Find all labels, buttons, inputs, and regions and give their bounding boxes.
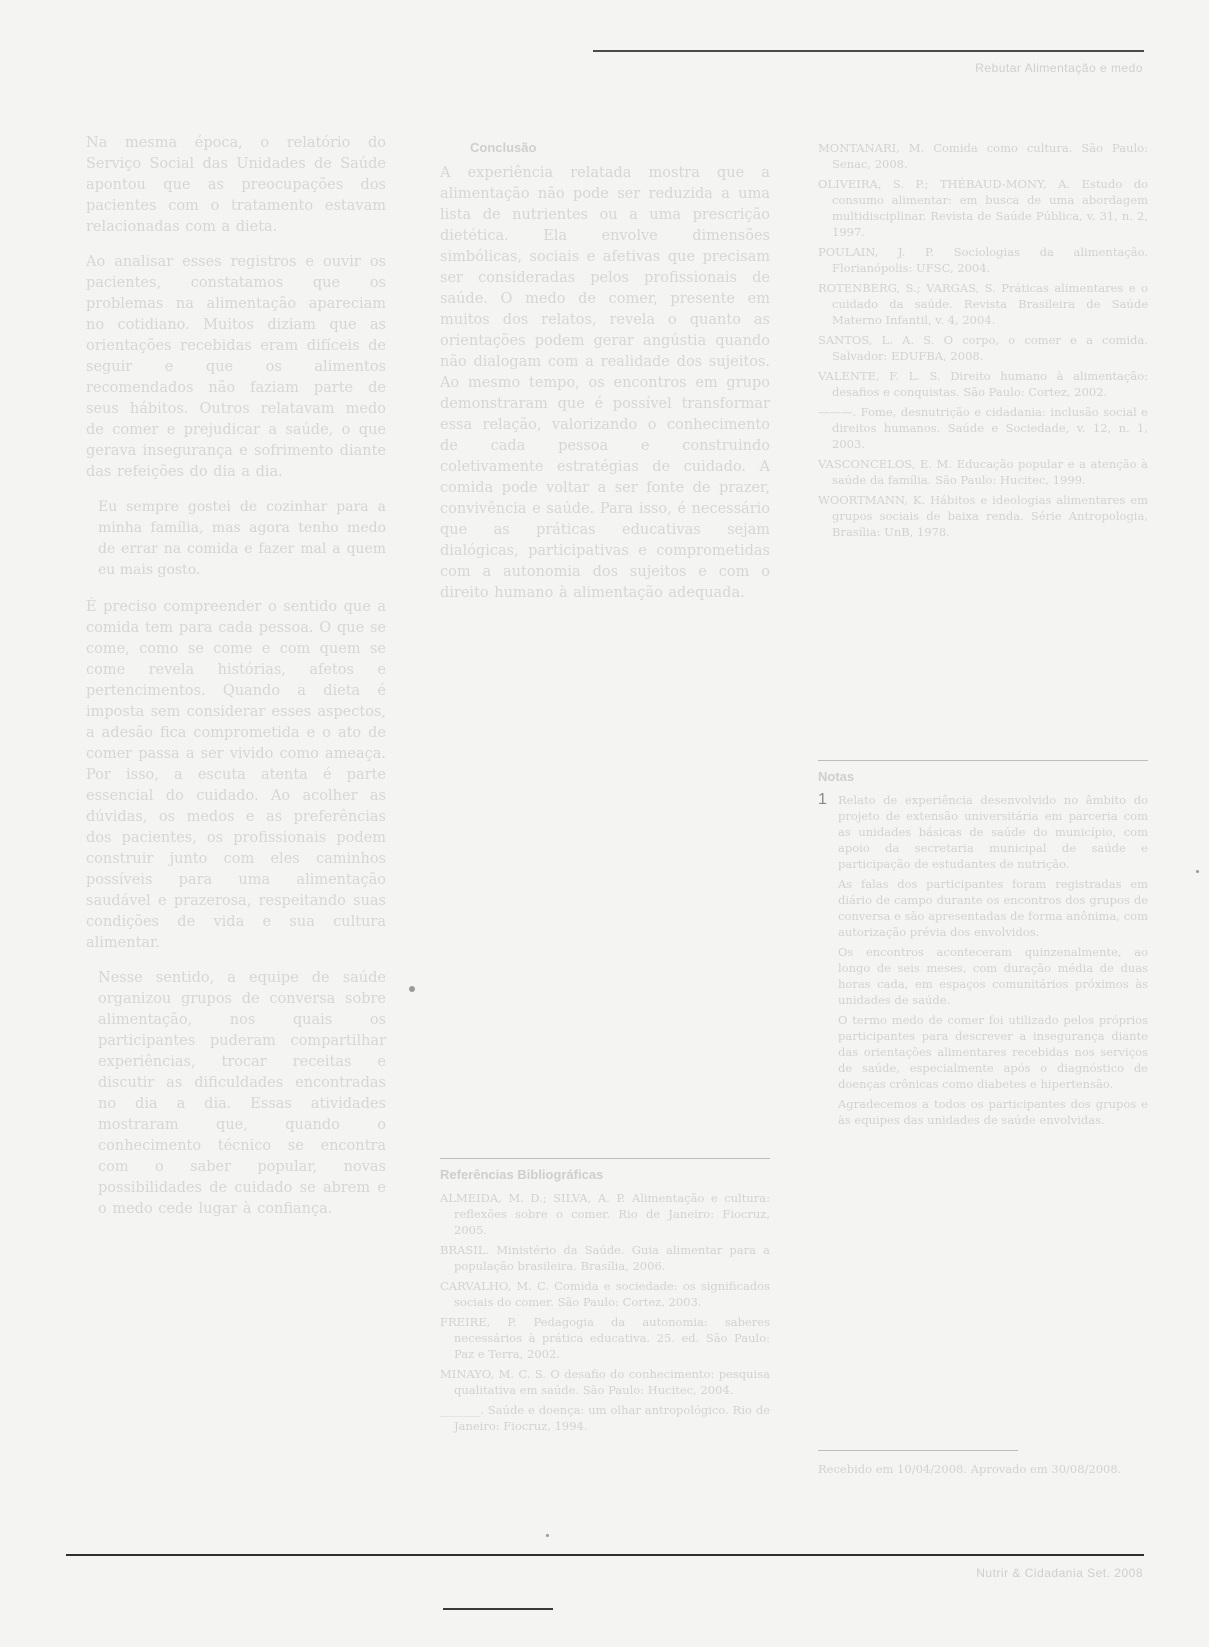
scan-speck	[1196, 870, 1199, 873]
note-item: O termo medo de comer foi utilizado pelos próprios participantes para descrever a insegurança diante das orientações alimentares recebidas nos serviços de saúde, especialmente após o diagnóstico de doenças crônicas como diabetes e hipertensão.	[838, 1013, 1148, 1091]
paragraph: A experiência relatada mostra que a alimentação não pode ser reduzida a uma lista de nutrientes ou a uma prescrição dietética. Ela envolve dimensões simbólicas, sociais e afetivas que precisam ser consideradas pelos profissionais de saúde. O medo de comer, presente em muitos dos relatos, revela o quanto as orientações podem gerar angústia quando não dialogam com a realidade dos sujeitos. Ao mesmo tempo, os encontros em grupo demonstraram que é possível transformar essa relação, valorizando o conhecimento de cada pessoa e construindo coletivamente estratégias de cuidado. A comida pode voltar a ser fonte de prazer, convivência e saúde. Para isso, é necessário que as práticas educativas sejam dialógicas, participativas e comprometidas com a autonomia dos sujeitos e com o direito humano à alimentação adequada.	[440, 165, 770, 601]
header-rule	[593, 50, 1144, 52]
note-number: 1	[818, 791, 827, 808]
footer-running-title: Nutrir & Cidadania Set. 2008	[976, 1566, 1143, 1580]
reference-item: ALMEIDA, M. D.; SILVA, A. P. Alimentação e cultura: reflexões sobre o comer. Rio de Janeiro: Fiocruz, 2005.	[440, 1191, 770, 1237]
footnote-rule	[818, 1450, 1018, 1451]
note-item: Os encontros aconteceram quinzenalmente, ao longo de seis meses, com duração média de duas horas cada, em espaços comunitários próximos às unidades de saúde.	[838, 945, 1148, 1007]
reference-item: VASCONCELOS, E. M. Educação popular e a atenção à saúde da família. São Paulo: Hucitec, 1999.	[818, 457, 1148, 487]
references-block	[440, 1158, 770, 1438]
column-2	[440, 140, 770, 618]
note-text: Relato de experiência desenvolvido no âmbito do projeto de extensão universitária em parceria com as unidades básicas de saúde do município, com apoio da secretaria municipal de saúde e participação de estudantes de nutrição.	[838, 793, 1148, 871]
reference-item: MINAYO, M. C. S. O desafio do conhecimento: pesquisa qualitativa em saúde. São Paulo: Hucitec, 2004.	[440, 1367, 770, 1397]
short-rule	[443, 1608, 553, 1610]
running-title: Rebutar Alimentação e medo	[975, 61, 1143, 75]
notes-title: Notas	[818, 769, 855, 784]
reference-item: ———. Fome, desnutrição e cidadania: inclusão social e direitos humanos. Saúde e Sociedade, v. 12, n. 1, 2003.	[818, 405, 1148, 451]
note-item: Agradecemos a todos os participantes dos grupos e às equipes das unidades de saúde envolvidas.	[838, 1097, 1148, 1127]
reference-item: _______. Saúde e doença: um olhar antropológico. Rio de Janeiro: Fiocruz, 1994.	[440, 1403, 770, 1433]
column-3	[818, 140, 1148, 544]
footnote: Recebido em 10/04/2008. Aprovado em 30/08/2008.	[818, 1462, 1122, 1476]
block-quote: Eu sempre gostei de cozinhar para a minha família, mas agora tenho medo de errar na comida e fazer mal a quem eu mais gosto.	[98, 499, 386, 578]
notes-block	[818, 760, 1148, 1132]
note-item: As falas dos participantes foram registradas em diário de campo durante os encontros dos grupos de conversa e são apresentadas de forma anônima, com autorização prévia dos envolvidos.	[838, 877, 1148, 939]
reference-item: FREIRE, P. Pedagogia da autonomia: saberes necessários à prática educativa. 25. ed. São Paulo: Paz e Terra, 2002.	[440, 1315, 770, 1361]
references-title: Referências Bibliográficas	[440, 1167, 604, 1182]
notes-rule	[818, 760, 1148, 761]
paragraph: É preciso compreender o sentido que a comida tem para cada pessoa. O que se come, como se come e com quem se come revela histórias, afetos e pertencimentos. Quando a dieta é imposta sem considerar esses aspectos, a adesão fica comprometida e o ato de comer passa a ser vivido como ameaça. Por isso, a escuta atenta é parte essencial do cuidado. Ao acolher as dúvidas, os medos e as preferências dos pacientes, os profissionais podem construir junto com eles caminhos possíveis para uma alimentação saudável e prazerosa, respeitando suas condições de vida e sua cultura alimentar.	[86, 599, 386, 951]
footnote-block	[818, 1450, 1148, 1481]
paragraph: Na mesma época, o relatório do Serviço Social das Unidades de Saúde apontou que as preocupações dos pacientes com o tratamento estavam relacionadas com a dieta.	[86, 135, 386, 235]
reference-item: BRASIL. Ministério da Saúde. Guia alimentar para a população brasileira. Brasília, 2006.	[440, 1243, 770, 1273]
scan-speck	[546, 1534, 549, 1537]
reference-item: CARVALHO, M. C. Comida e sociedade: os significados sociais do comer. São Paulo: Cortez, 2003.	[440, 1279, 770, 1309]
scan-speck	[409, 986, 415, 992]
paragraph: Ao analisar esses registros e ouvir os pacientes, constatamos que os problemas na alimentação apareciam no cotidiano. Muitos diziam que as orientações recebidas eram difíceis de seguir e que os alimentos recomendados não faziam parte de seus hábitos. Outros relatavam medo de comer e prejudicar a saúde, o que gerava insegurança e sofrimento diante das refeições do dia a dia.	[86, 254, 386, 480]
reference-item: WOORTMANN, K. Hábitos e ideologias alimentares em grupos sociais de baixa renda. Série Antropologia, Brasília: UnB, 1978.	[818, 493, 1148, 539]
column-1	[86, 133, 386, 1234]
reference-item: SANTOS, L. A. S. O corpo, o comer e a comida. Salvador: EDUFBA, 2008.	[818, 333, 1148, 363]
reference-item: ROTENBERG, S.; VARGAS, S. Práticas alimentares e o cuidado da saúde. Revista Brasileira de Saúde Materno Infantil, v. 4, 2004.	[818, 281, 1148, 327]
reference-item: OLIVEIRA, S. P.; THÉBAUD-MONY, A. Estudo do consumo alimentar: em busca de uma abordagem multidisciplinar. Revista de Saúde Pública, v. 31, n. 2, 1997.	[818, 177, 1148, 239]
section-title: Conclusão	[470, 140, 537, 155]
note-item	[818, 792, 1148, 872]
footer-rule	[66, 1554, 1144, 1556]
reference-item: VALENTE, F. L. S. Direito humano à alimentação: desafios e conquistas. São Paulo: Cortez, 2002.	[818, 369, 1148, 399]
reference-item: POULAIN, J. P. Sociologias da alimentação. Florianópolis: UFSC, 2004.	[818, 245, 1148, 275]
paragraph: Nesse sentido, a equipe de saúde organizou grupos de conversa sobre alimentação, nos quais os participantes puderam compartilhar experiências, trocar receitas e discutir as dificuldades encontradas no dia a dia. Essas atividades mostraram que, quando o conhecimento técnico se encontra com o saber popular, novas possibilidades de cuidado se abrem e o medo cede lugar à confiança.	[98, 970, 386, 1217]
reference-item: MONTANARI, M. Comida como cultura. São Paulo: Senac, 2008.	[818, 141, 1148, 171]
references-rule	[440, 1158, 770, 1159]
